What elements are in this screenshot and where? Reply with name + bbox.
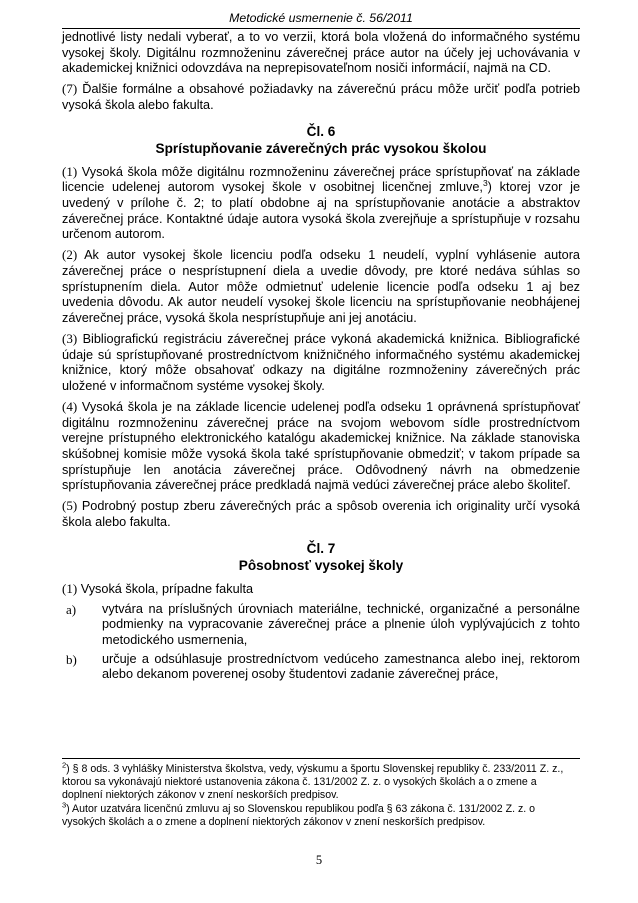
footnote-reference: 3 (482, 178, 488, 189)
paragraph-number: (4) (62, 399, 78, 415)
paragraph-number: (1) (62, 163, 78, 179)
page-number: 5 (315, 853, 323, 867)
paragraph-number: (3) (62, 331, 78, 347)
article-6-paragraph-1: (1) Vysoká škola môže digitálnu rozmnoženinu záverečnej práce sprístupňovať na základe licencie udelenej autorom vysokej škole v osobitnej licenčnej zmluve,$^3$) ktorej vzor je uvedený v prílohe č. 2; to platí obdobne aj na sprístupňovanie anotácie a abstraktov záverečnej práce. Kontaktné údaje autora vysoká škola zverejňuje a sprístupňuje v rozsahu určenom autorom. (62, 163, 581, 242)
paragraph-number: (7) (62, 81, 78, 97)
article-6-title: Sprístupňovanie záverečných prác vysokou školou (155, 140, 487, 156)
article-6-number: Čl. 6 (306, 123, 336, 139)
page-body (62, 30, 580, 686)
footnote-marker: 2 (62, 760, 67, 770)
footnote-separator (62, 758, 580, 759)
header-rule (62, 28, 580, 29)
footnote-3: $^3$) Autor uzatvára licenčnú zmluvu aj so Slovenskou republikou podľa § 63 zákona č. 131/2002 Z. z. o vysokých školách a o zmene a doplnení niektorých zákonov v znení neskorších predpisov. (62, 800, 536, 828)
paragraph-number: (2) (62, 247, 78, 263)
article-7-number: Čl. 7 (306, 540, 336, 556)
footnotes (62, 760, 580, 829)
list-item: b) určuje a odsúhlasuje prostredníctvom vedúceho zamestnanca alebo inej, rektorom alebo dekanom poverenej osoby študentovi zadanie záverečnej práce, (66, 651, 580, 682)
paragraph-7: (7) Ďalšie formálne a obsahové požiadavky na záverečnú prácu môže určiť podľa potrieb vysoká škola alebo fakulta. (62, 81, 581, 113)
paragraph-number: (1) (62, 580, 78, 596)
article-6-paragraph-5: (5) Podrobný postup zberu záverečných prác a spôsob overenia ich originality určí vysoká škola alebo fakulta. (62, 498, 580, 530)
list-marker: a) (66, 601, 77, 617)
list-marker: b) (66, 651, 77, 667)
running-header: Metodické usmernenie č. 56/2011 (229, 11, 413, 25)
article-6-paragraph-4: (4) Vysoká škola je na základe licencie udelenej podľa odseku 1 oprávnená sprístupňovať digitálnu rozmnoženinu záverečnej práce na svojom webovom sídle prostredníctvom verejne prístupného elektronického katalógu akademickej knižnice. Na základe stanoviska skúšobnej komisie môže vysoká škola také sprístupňovanie obmedziť; v takom prípade sa sprístupňuje len anotácia záverečnej práce. Odôvodnený návrh na obmedzenie sprístupňovania záverečnej práce predkladá najmä vedúci záverečnej práce alebo školiteľ. (62, 399, 580, 493)
footnote-marker: 3 (62, 800, 67, 810)
footnote-2: $^2$) § 8 ods. 3 vyhlášky Ministerstva školstva, vedy, výskumu a športu Slovenskej republiky č. 233/2011 Z. z., ktorou sa vykonávajú niektoré ustanovenia zákona č. 131/2002 Z. z. o vysokých školách a o zmene a doplnení niektorých zákonov v znení neskorších predpisov. (62, 760, 564, 802)
article-6-paragraph-2: (2) Ak autor vysokej škole licenciu podľa odseku 1 neudelí, vyplní vyhlásenie autora záverečnej práce o nesprístupnení diela a uvedie dôvody, pre ktoré nedáva súhlas so sprístupnením diela. Autor môže odmietnuť udelenie licencie podľa odseku 1 aj bez uvedenia dôvodu. Ak autor neudelí vysokej škole licenciu na sprístupňovanie neobhájenej záverečnej práce, vysoká škola nesprístupňuje ani jej anotáciu. (62, 247, 580, 325)
paragraph-continued: jednotlivé listy nedali vyberať, a to vo verzii, ktorá bola vložená do informačného systému vysokej školy. Digitálnu rozmnoženinu záverečnej práce autor na účely jej uchovávania v akademickej knižnici odovzdáva na neprepisovateľnom nosiči informácií, najmä na CD. (62, 30, 580, 76)
article-7-paragraph-1: (1) Vysoká škola, prípadne fakulta (62, 580, 254, 596)
list-item: a) vytvára na príslušných úrovniach materiálne, technické, organizačné a personálne podmienky na vypracovanie záverečnej práce a plnenie úloh vyplývajúcich z tohto metodického usmernenia, (66, 601, 580, 648)
article-6-paragraph-3: (3) Bibliografickú registráciu záverečnej práce vykoná akademická knižnica. Bibliografické údaje sú sprístupňované prostredníctvom knižničného informačného systému akademickej knižnice, ktorý môže obsahovať odkazy na digitálne rozmnoženiny záverečných prác uložené v informačnom systéme vysokej školy. (62, 331, 581, 393)
article-7-title: Pôsobnosť vysokej školy (238, 557, 404, 573)
paragraph-number: (5) (62, 498, 78, 514)
